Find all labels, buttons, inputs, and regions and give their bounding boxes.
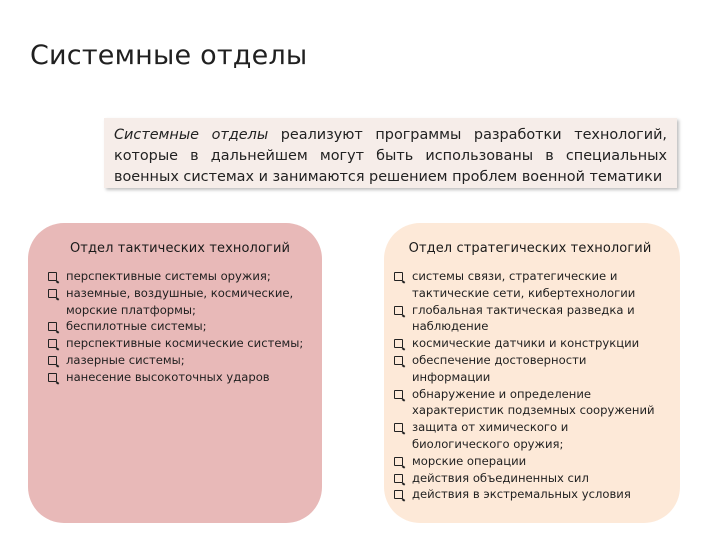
checkbox-bullet-icon — [394, 390, 403, 399]
list-item: действия в экстремальных условия — [394, 486, 666, 503]
list-item: действия объединенных сил — [394, 470, 666, 487]
intro-lead: Системные отделы — [114, 127, 269, 143]
checkbox-bullet-icon — [394, 457, 403, 466]
list-item: обеспечение достоверности информации — [394, 352, 666, 386]
checkbox-bullet-icon — [394, 423, 403, 432]
list-item: обнаружение и определение характеристик подземных сооружений — [394, 386, 666, 420]
checkbox-bullet-icon — [48, 339, 57, 348]
list-item: перспективные системы оружия; — [48, 268, 308, 285]
strategic-list — [394, 268, 666, 503]
checkbox-bullet-icon — [48, 356, 57, 365]
list-item: беспилотные системы; — [48, 318, 308, 335]
list-item: защита от химического и биологического оружия; — [394, 419, 666, 453]
checkbox-bullet-icon — [48, 322, 57, 331]
checkbox-bullet-icon — [394, 306, 403, 315]
list-item: глобальная тактическая разведка и наблюдение — [394, 302, 666, 336]
tactical-list — [48, 268, 308, 386]
checkbox-bullet-icon — [394, 490, 403, 499]
tactical-department-card — [28, 223, 322, 523]
checkbox-bullet-icon — [394, 356, 403, 365]
checkbox-bullet-icon — [394, 474, 403, 483]
checkbox-bullet-icon — [48, 373, 57, 382]
strategic-department-heading: Отдел стратегических технологий — [408, 241, 652, 256]
list-item: наземные, воздушные, космические, морские платформы; — [48, 285, 308, 319]
intro-line-1-rest: реализуют программы разработки технологий, — [268, 127, 668, 143]
intro-line-3: военных системах и занимаются решением проблем военной тематики — [114, 169, 663, 185]
intro-line-2: которые в дальнейшем могут быть использованы в специальных — [114, 148, 667, 164]
checkbox-bullet-icon — [394, 272, 403, 281]
list-item: морские операции — [394, 453, 666, 470]
checkbox-bullet-icon — [48, 289, 57, 298]
checkbox-bullet-icon — [48, 272, 57, 281]
tactical-department-heading: Отдел тактических технологий — [69, 241, 291, 256]
slide-title: Системные отделы — [30, 40, 308, 71]
list-item: системы связи, стратегические и тактические сети, кибертехнологии — [394, 268, 666, 302]
intro-line-1 — [114, 125, 667, 146]
list-item: космические датчики и конструкции — [394, 335, 666, 352]
intro-box — [104, 118, 677, 188]
checkbox-bullet-icon — [394, 339, 403, 348]
list-item: лазерные системы; — [48, 352, 308, 369]
list-item: перспективные космические системы; — [48, 335, 308, 352]
list-item: нанесение высокоточных ударов — [48, 369, 308, 386]
strategic-department-card — [384, 223, 680, 523]
